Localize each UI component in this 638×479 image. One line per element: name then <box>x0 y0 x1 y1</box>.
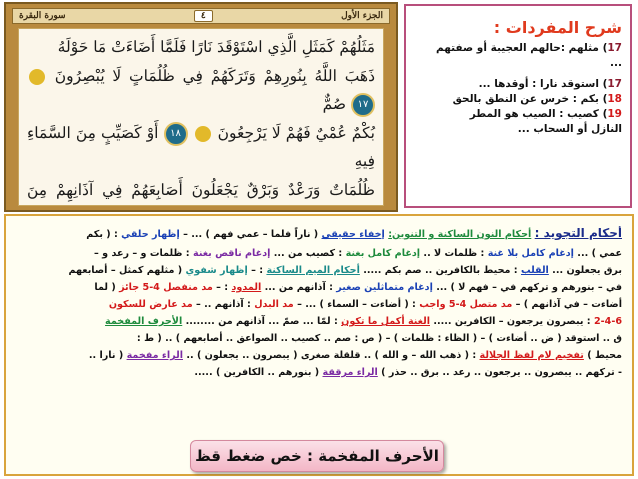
tajweed-panel <box>4 214 634 476</box>
rule-name: إدغام متماثلين صغير <box>336 282 433 293</box>
vocab-item: النازل أو السحاب ... <box>517 123 622 135</box>
verse-line: ظُلُمَاتٌ وَرَعْدٌ وَبَرْقٌ يَجْعَلُونَ أَصَابِعَهُمْ فِي آذَانِهِمْ مِنَ <box>27 180 375 199</box>
vocab-item: 17) استوقد نارا : أوقدها ... <box>478 78 622 90</box>
rule-name: القلب <box>520 265 549 276</box>
ayah-number-badge: ١٨ <box>164 122 188 146</box>
vocabulary-panel <box>404 4 632 208</box>
verse-line: ذَهَبَ اللَّهُ بِنُورِهِمْ وَتَرَكَهُمْ فِي ظُلُمَاتٍ لَا يُبْصِرُونَ ١٧ صُمٌّ <box>27 62 375 119</box>
rule-name: أحكام الميم الساكنة <box>266 265 360 276</box>
vocab-item: ... <box>610 57 622 69</box>
rule-name: الأحرف المفخمة <box>105 316 183 327</box>
rule-name: إدغام ناقص بغنة <box>193 248 271 259</box>
rule-name: الراء مرققة <box>322 367 378 378</box>
quran-page-header <box>12 8 390 24</box>
vocab-item: 18) بكم : خرس عن النطق بالحق <box>452 93 622 105</box>
rule-name: المدود <box>231 282 262 293</box>
verse-line: مَثَلُهُمْ كَمَثَلِ الَّذِي اسْتَوْقَدَ نَارًا فَلَمَّا أَضَاءَتْ مَا حَوْلَهُ <box>57 38 375 56</box>
rule-name: الغنة أكمل ما تكون <box>341 316 430 327</box>
tajweed-line: عمي ) ... إدغام كامل بلا غنة : ظلمات لا .. إدغام كامل بغنة : كصيب من ... إدغام ناقص بغنة : ظلمات و – رعد و – <box>94 248 622 259</box>
tajweed-line: في – بنورهم و تركهم في – فهم لا ) ... إدغام متماثلين صغير : آذانهم من ... المدود : – مد منفصل 4-5 جائز ( لما <box>94 282 622 293</box>
rule-name: مد منفصل 4-5 جائز <box>119 282 213 293</box>
rule-name: إدغام كامل بغنة <box>345 248 421 259</box>
tajweed-line: أضاءت – في آذانهم ) – مد متصل 4-5 واجب : ( أضاءت – السماء ) ... – مد البدل : آذانهم .. – مد عارض للسكون <box>108 299 622 310</box>
quran-verses <box>18 28 384 206</box>
rule-name: تفخيم لام لفظ الجلالة <box>479 350 584 361</box>
rule-name: إظهار شفوي <box>185 265 248 276</box>
quran-page-panel <box>4 2 398 212</box>
verse-line: بُكْمٌ عُمْيٌ فَهُمْ لَا يَرْجِعُونَ ١٨ أَوْ كَصَيِّبٍ مِنَ السَّمَاءِ فِيهِ <box>27 123 376 170</box>
waqf-mark-icon <box>195 126 211 142</box>
tajweed-line: برق يجعلون ... القلب : محيط بالكافرين .. صم بكم ..... أحكام الميم الساكنة : – إظهار شفوي ( مثلهم كمثل – أصابعهم <box>68 265 622 276</box>
tajweed-line: محيط ) تفخيم لام لفظ الجلالة : ( ذهب الله – و الله ) .. قلقلة صغرى ( يبصرون .. يجعلون ) .. الراء مفخمة ( نارا .. <box>88 350 622 361</box>
page-number: ٤ <box>194 10 213 22</box>
rule-name: الراء مفخمة <box>126 350 183 361</box>
rule-name: إظهار حلقي <box>121 229 180 240</box>
ayah-number-badge: ١٧ <box>351 93 375 117</box>
juz-name: الجزء الأول <box>341 11 383 21</box>
rule-name: إدغام كامل بلا غنة <box>487 248 574 259</box>
surah-name: سورة البقرة <box>19 11 66 21</box>
emphatic-letters-banner: الأحرف المفخمة : خص ضغط قظ <box>190 440 444 472</box>
vocab-item: 19) كصيب : الصيب هو المطر <box>469 108 622 120</box>
tajweed-title: أحكام التجويد : <box>534 226 622 240</box>
rule-name: مد متصل 4-5 واجب <box>419 299 513 310</box>
tajweed-line: ق .. استوقد ( ض .. أضاءت ) – ( الظاء : ظلمات ) – ( ص : صم .. كصيب .. الصواعق .. أصابعهم ) .. ( ط : <box>136 333 622 344</box>
rule-name: أحكام النون الساكنة و التنوين: <box>388 229 532 240</box>
vocabulary-title: شرح المفردات : <box>493 18 622 37</box>
tajweed-line: 2-4-6 : يبصرون يرجعون – الكافرين ..... الغنة أكمل ما تكون : لمّا ... صمّ ... آذانهم من ........ الأحرف المفخمة <box>105 316 622 327</box>
rule-name: إخفاء حقيقي <box>321 229 385 240</box>
rule-name: مد عارض للسكون <box>108 299 193 310</box>
rule-name: مد البدل <box>254 299 294 310</box>
tajweed-heading-line: أحكام التجويد : أحكام النون الساكنة و التنوين: إخفاء حقيقي ( ناراً فلما – عمي فهم ) ... – إظهار حلقي : ( بكم <box>86 226 622 240</box>
tajweed-line: - تركهم .. يبصرون .. يرجعون .. رعد .. برق .. حذر ) الراء مرققة ( بنورهم .. الكافرين ) ..... <box>194 367 622 378</box>
vocab-item: 17) مثلهم :حالهم العجيبة أو صفتهم <box>435 42 622 54</box>
waqf-mark-icon <box>29 69 45 85</box>
